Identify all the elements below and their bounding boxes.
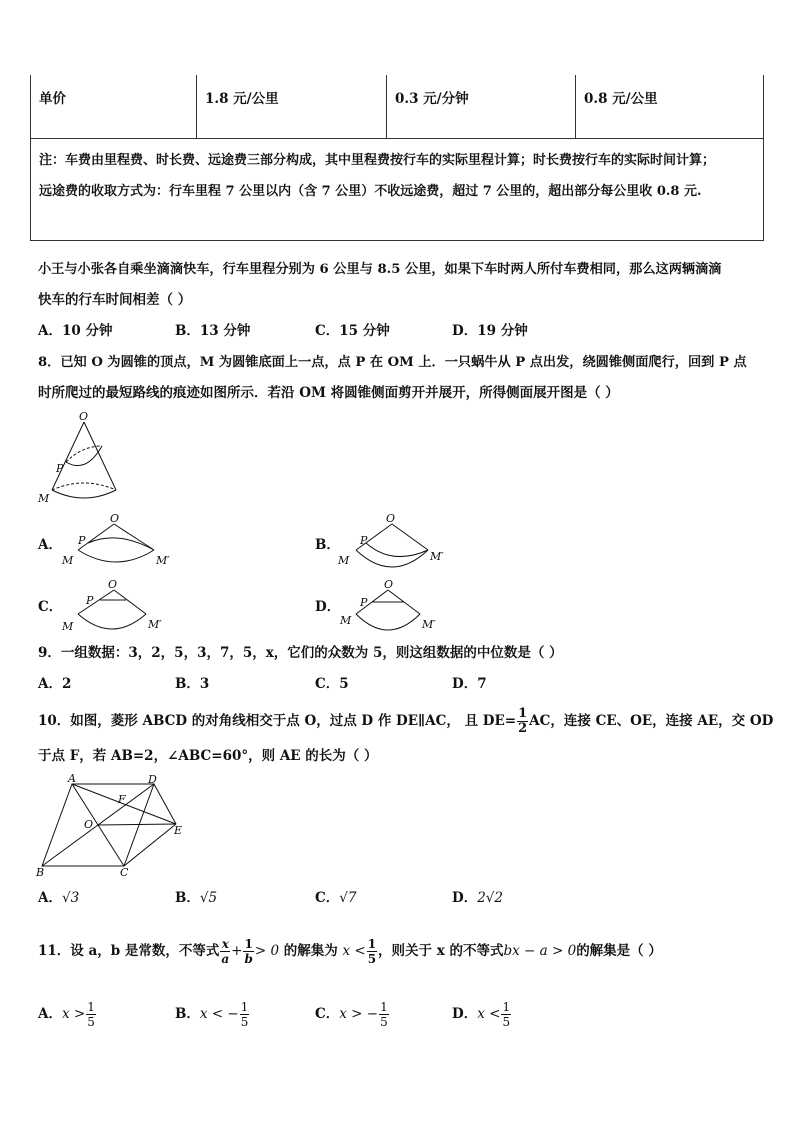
option-label: B． (175, 890, 200, 906)
option-math: √5 (199, 890, 218, 906)
label-m: M (38, 492, 50, 505)
q10-text-b: AC，连接 CE、OE，连接 AE，交 OD (529, 713, 774, 729)
q7-option-a: A．10 分钟 (38, 323, 113, 339)
label-o: O (386, 512, 396, 525)
q7-option-c: C．15 分钟 (315, 323, 390, 339)
note-row (31, 138, 764, 240)
label-p: P (360, 534, 368, 547)
rhombus-figure (34, 772, 194, 880)
option-label: D． (452, 1006, 478, 1022)
q11-text-c: ，则关于 x 的不等式 (378, 943, 504, 959)
option-label: B． (175, 1006, 200, 1022)
label-m: M (340, 614, 352, 627)
radius-right (114, 524, 154, 550)
arc (356, 550, 428, 567)
fraction-1-over-b: $\frac{1}{b}$ (244, 937, 253, 966)
label-m: M (62, 620, 74, 633)
q8-option-b: B． (315, 537, 340, 553)
q11-text-d: 的解集是（ ） (576, 943, 662, 959)
cone-left-edge (52, 422, 84, 490)
option-label: A． (38, 1006, 62, 1022)
option-fraction: $\frac{1}{5}$ (87, 1000, 95, 1029)
development-d (336, 574, 461, 636)
q9-option-d: D．7 (452, 676, 487, 692)
option-label: C． (315, 1006, 340, 1022)
label-p: P (56, 462, 64, 475)
q10-option-d (452, 888, 503, 908)
q8-option-a: A． (38, 537, 62, 553)
q7-option-d: D．19 分钟 (452, 323, 528, 339)
option-fraction: $\frac{1}{5}$ (502, 1000, 511, 1029)
q11-option-c (315, 995, 390, 1033)
table-cell: 单价 (31, 75, 197, 138)
table-cell: 1.8 元/公里 (197, 75, 387, 138)
label-m-prime: M′ (422, 618, 436, 631)
label-p: P (86, 594, 94, 607)
development-c (58, 574, 183, 636)
q9-option-c: C．5 (315, 676, 349, 692)
segment-de (154, 784, 176, 824)
segment-oe (98, 824, 176, 825)
label-o: O (384, 578, 394, 591)
radius-right (114, 590, 146, 614)
label-e: E (174, 824, 183, 837)
q9-option-b: B．3 (175, 676, 210, 692)
label-o: O (84, 818, 94, 831)
label-p: P (78, 534, 86, 547)
q11-text-a: 11．设 a，b 是常数，不等式 (38, 943, 220, 959)
arc (78, 614, 146, 629)
fee-row (31, 75, 764, 138)
label-o: O (108, 578, 118, 591)
numerator: 1 (518, 706, 528, 721)
development-a (58, 510, 183, 572)
development-b (336, 510, 461, 576)
arc (78, 550, 154, 562)
fee-note (31, 138, 764, 240)
label-d: D (148, 773, 157, 786)
q11-stem: 11．设 a，b 是常数，不等式 $\frac{x}{a}$ + $\frac{1}{b}$ > 0 的解集为 x < $\frac{1}{5}$ ，则关于 x 的不等式bx − a > 0的解集是（ ） (38, 937, 662, 966)
q7-line1: 小王与小张各自乘坐滴滴快车，行车里程分别为 6 公里与 8.5 公里，如果下车时两人所付车费相同，那么这两辆滴滴 (38, 262, 722, 277)
q9-option-a: A．2 (38, 676, 72, 692)
cone-base-front (52, 490, 116, 498)
label-b: B (36, 866, 45, 879)
q10-option-c (315, 888, 356, 908)
q8-option-c: C． (38, 599, 63, 615)
q10-text-a: 10．如图，菱形 ABCD 的对角线相交于点 O，过点 D 作 DE∥AC， 且 DE= (38, 713, 517, 729)
option-label: D． (452, 890, 478, 906)
q11-text-b: 的解集为 (283, 943, 338, 959)
option-fraction: $\frac{1}{5}$ (380, 1000, 388, 1029)
label-m-prime: M′ (148, 618, 162, 631)
q8-line2: 时所爬过的最短路线的痕迹如图所示．若沿 OM 将圆锥侧面剪开并展开，所得侧面展开图是（ ） (38, 385, 619, 401)
arc (356, 614, 420, 630)
q11-option-b (175, 995, 250, 1033)
q10-line2: 于点 F，若 AB=2，∠ABC=60°，则 AE 的长为（ ） (38, 748, 378, 764)
cone-base-back (52, 483, 116, 490)
label-p: P (360, 596, 368, 609)
q8-option-d: D． (315, 599, 341, 615)
label-c: C (120, 866, 129, 879)
label-a: A (68, 772, 76, 785)
label-m: M (338, 554, 350, 567)
q11-option-d (452, 995, 512, 1033)
option-label: A． (38, 890, 62, 906)
q10-line1 (38, 703, 773, 739)
q11-inequality: bx − a > 0 (503, 943, 577, 959)
label-m-prime: M′ (156, 554, 170, 567)
label-m-prime: M′ (430, 550, 444, 563)
label-o: O (79, 410, 89, 423)
fraction-half (517, 707, 528, 736)
cone-right-edge (84, 422, 116, 490)
fraction-1-over-5: $\frac{1}{5}$ (367, 937, 377, 966)
fraction-x-over-a: $\frac{x}{a}$ (221, 937, 230, 966)
note-line: 注：车费由里程费、时长费、远途费三部分构成，其中里程费按行车的实际里程计算；时长费按行车的实际时间计算； (39, 152, 716, 168)
table-cell: 0.3 元/分钟 (387, 75, 576, 138)
q10-option-b (175, 888, 217, 908)
option-math: √7 (339, 890, 357, 906)
option-lhs: x > (61, 1006, 86, 1022)
q10-option-a (38, 888, 79, 908)
radius-right (392, 524, 428, 550)
label-f: F (118, 793, 126, 806)
table-cell: 0.8 元/公里 (576, 75, 764, 138)
option-lhs: x < − (199, 1006, 239, 1022)
radius-left (78, 590, 114, 614)
note-line: 远途费的收取方式为：行车里程 7 公里以内（含 7 公里）不收远途费，超过 7 公里的，超出部分每公里收 0.8 元. (39, 183, 702, 199)
q8-line1: 8．已知 O 为圆锥的顶点，M 为圆锥底面上一点，点 P 在 OM 上．一只蜗牛从 P 点出发，绕圆锥侧面爬行，回到 P 点 (38, 355, 747, 370)
q7-option-b: B．13 分钟 (175, 323, 251, 339)
denominator: 2 (518, 721, 528, 736)
q9-text: 9．一组数据：3，2，5，3，7，5，x，它们的众数为 5，则这组数据的中位数是（ ） (38, 645, 563, 661)
fee-table (30, 75, 764, 241)
option-lhs: x < (477, 1006, 501, 1022)
option-math: 2√2 (477, 890, 503, 906)
path-curve (366, 543, 428, 557)
option-fraction: $\frac{1}{5}$ (240, 1000, 249, 1029)
cone-figure (36, 408, 126, 506)
q7-line2: 快车的行车时间相差（ ） (38, 292, 192, 308)
label-o: O (110, 512, 120, 525)
option-label: C． (315, 890, 340, 906)
label-m: M (62, 554, 74, 567)
q11-option-a (38, 995, 97, 1033)
option-lhs: x > − (339, 1006, 379, 1022)
option-math: √3 (61, 890, 80, 906)
